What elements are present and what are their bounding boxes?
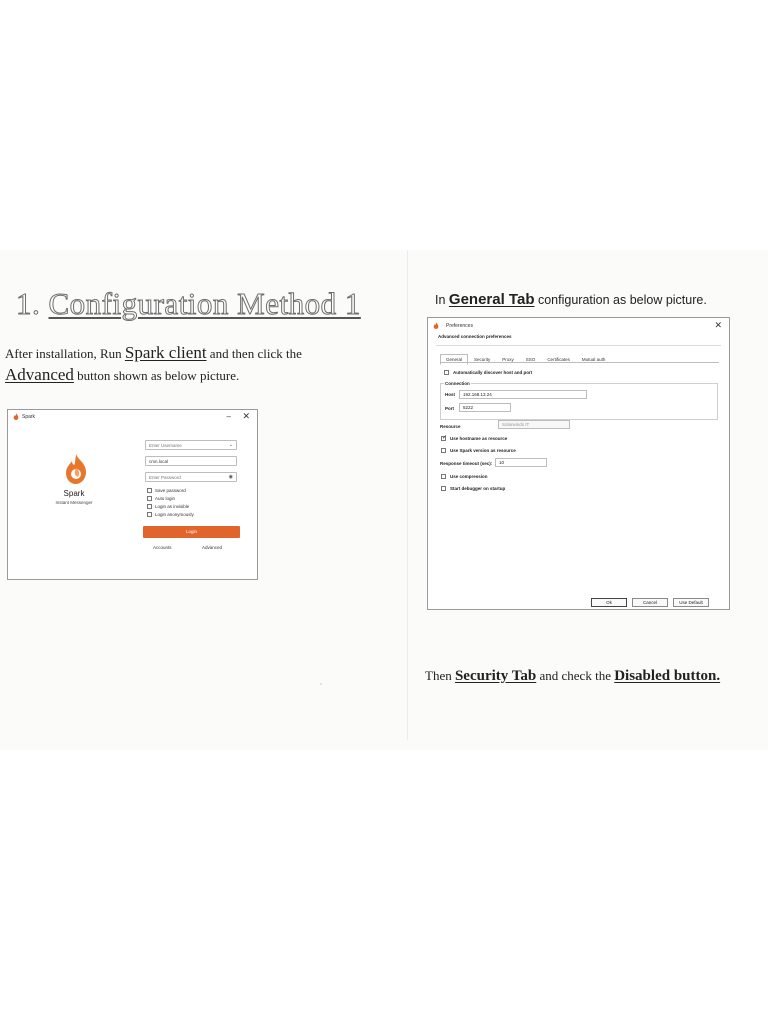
scan-speck [320,683,322,685]
tab-security[interactable]: Security [474,357,491,362]
field-label: Port [445,406,454,411]
checkbox-label: Start debugger on startup [450,486,506,491]
checkbox-box[interactable] [441,486,446,491]
spark-flame-icon [13,413,19,420]
auto-login-checkbox[interactable] [147,496,175,501]
login-button[interactable]: Login [143,526,240,538]
close-button[interactable]: ✕ [242,411,250,421]
password-placeholder: Enter Password [149,475,181,480]
app-name: Spark [63,489,85,498]
port-input[interactable]: 5222 [459,403,511,412]
checkbox-box[interactable] [444,370,449,375]
spark-flame-icon [433,322,439,329]
app-tagline: Instant Messenger [55,500,93,505]
group-title: Connection [445,381,470,386]
use-compression-checkbox[interactable] [441,474,488,479]
save-password-checkbox[interactable] [147,488,186,493]
checkbox-label: Auto login [155,496,176,501]
start-debugger-checkbox[interactable] [441,486,505,491]
instruction-line-1 [5,343,302,363]
eye-icon[interactable]: ◉ [228,474,233,480]
use-default-button[interactable]: Use Default [673,598,709,607]
titlebar [8,410,257,424]
checkbox-box[interactable] [441,474,446,479]
spark-login-window [7,409,258,580]
window-title: Spark [22,414,36,420]
spark-client-link: Spark client [124,343,207,362]
checkbox-box[interactable] [147,512,152,517]
field-label: Response timeout (sec): [440,461,493,466]
security-tab-instruction [425,668,720,685]
tab-underline [440,362,719,363]
checkbox-label: Save password [155,488,186,493]
field-label: Resource [440,424,461,429]
general-tab-instruction [435,291,707,308]
instruction-text: After installation, Run [5,346,125,361]
resource-input[interactable]: Solarwinds IT [498,420,570,429]
instruction-text: configuration as below picture. [534,293,707,307]
tab-sso[interactable]: SSO [525,357,536,362]
instruction-text: and check the [536,668,615,683]
heading-text: Configuration Method 1 [48,286,361,321]
instruction-text: button shown as below picture. [73,368,240,383]
checkbox-label: Automatically discover host and port [453,370,533,375]
chevron-down-icon[interactable]: ⌄ [228,442,233,448]
titlebar [428,318,729,332]
host-input[interactable]: 192.168.13.24 [459,390,587,399]
resource-label [440,424,461,429]
instruction-text: In [435,293,449,307]
password-input[interactable] [145,472,237,482]
tab-general[interactable]: General [440,354,468,365]
instruction-text: and then click the [206,346,302,361]
ok-button[interactable]: Ok [591,598,627,607]
disabled-button-link: Disabled button. [614,668,721,684]
checkbox-box[interactable] [147,488,152,493]
window-title: Preferences [446,323,473,329]
tab-certificates[interactable]: Certificates [547,357,570,362]
timeout-input[interactable]: 10 [495,458,547,467]
spark-logo-icon [64,454,88,484]
checkbox-label: Login as invisible [155,504,190,509]
checkbox-label: Use compression [450,474,488,479]
heading-number: 1. [16,286,41,321]
security-tab-link: Security Tab [454,668,537,684]
use-version-checkbox[interactable] [441,448,516,453]
close-button[interactable]: ✕ [714,320,722,330]
login-anonymously-checkbox[interactable] [147,512,194,517]
tab-bar [440,354,611,365]
connection-group [440,383,718,420]
use-hostname-checkbox[interactable] [441,436,507,441]
advanced-button[interactable]: Advanced [202,545,223,550]
host-label [445,392,455,397]
username-input[interactable] [145,440,237,450]
checkbox-label: Use hostname as resource [450,436,508,441]
checkbox-box[interactable] [147,504,152,509]
divider [436,345,721,346]
tab-proxy[interactable]: Proxy [502,357,514,362]
timeout-label [440,461,492,466]
cancel-button[interactable]: Cancel [632,598,668,607]
server-value: cmn.local [149,459,169,464]
checkbox-label: Use Spark version as resource [450,448,516,453]
login-invisible-checkbox[interactable] [147,504,189,509]
username-placeholder: Enter Username [149,443,182,448]
checkbox-box[interactable] [147,496,152,501]
instruction-line-2 [5,365,239,385]
general-tab-link: General Tab [448,291,535,308]
tab-mutual-auth[interactable]: Mutual auth [581,357,606,362]
checkbox-label: Login anonymously [155,512,194,517]
accounts-link[interactable]: Accounts [153,545,172,550]
checkbox-box-checked[interactable] [441,436,446,441]
server-input[interactable] [145,456,237,466]
minimize-button[interactable]: – [226,412,231,421]
advanced-link: Advanced [5,365,74,384]
checkbox-box[interactable] [441,448,446,453]
dialog-subtitle: Advanced connection preferences [438,334,512,339]
instruction-text: Then [425,668,455,683]
page-fold [407,250,408,740]
port-label [445,406,454,411]
preferences-window [427,317,730,610]
connection-label [444,381,471,386]
auto-discover-checkbox[interactable] [444,370,532,375]
field-label: Host [445,392,455,397]
section-heading [16,286,361,322]
